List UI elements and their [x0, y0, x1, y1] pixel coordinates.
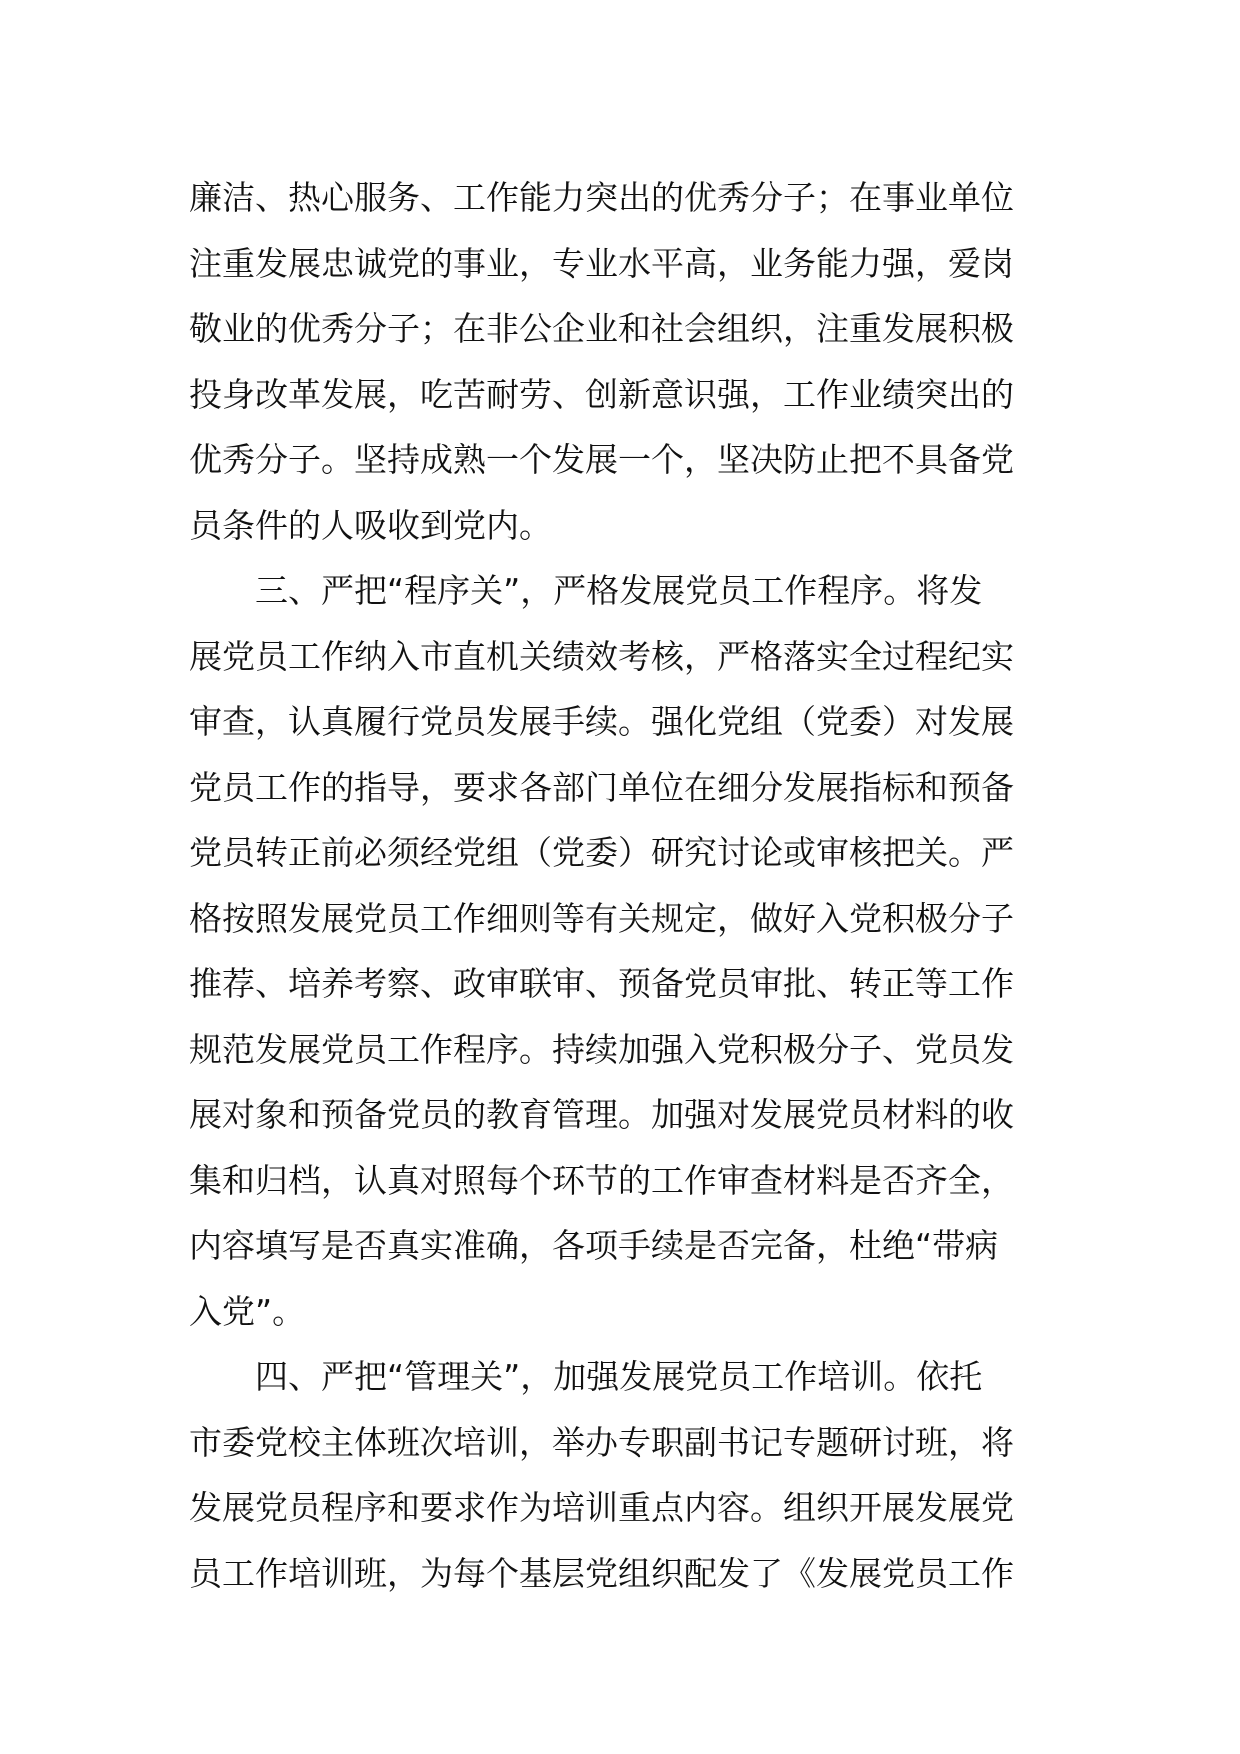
text-line: 员工作培训班，为每个基层党组织配发了《发展党员工作: [189, 1553, 1014, 1593]
text-line: 党员转正前必须经党组（党委）研究讨论或审核把关。严: [189, 833, 1014, 872]
text-line: 推荐、培养考察、政审联审、预备党员审批、转正等工作: [189, 964, 1014, 1003]
text-line: 员条件的人吸收到党内。: [189, 505, 552, 545]
text-line: 市委党校主体班次培训，举办专职副书记专题研讨班，将: [189, 1422, 1014, 1462]
paragraph-heading-line: 四、严把“管理关”，加强发展党员工作培训。依托: [189, 1357, 983, 1396]
text-line: 内容填写是否真实准确，各项手续是否完备，杜绝“带病: [189, 1226, 999, 1265]
text-line: 入党”。: [189, 1291, 306, 1331]
text-line: 展党员工作纳入市直机关绩效考核，严格落实全过程纪实: [189, 636, 1014, 676]
text-line: 党员工作的指导，要求各部门单位在细分发展指标和预备: [189, 767, 1014, 807]
text-line: 规范发展党员工作程序。持续加强入党积极分子、党员发: [189, 1029, 1014, 1069]
text-line: 注重发展忠诚党的事业，专业水平高，业务能力强，爱岗: [189, 243, 1014, 283]
text-line: 优秀分子。坚持成熟一个发展一个，坚决防止把不具备党: [189, 440, 1014, 479]
text-line: 展对象和预备党员的教育管理。加强对发展党员材料的收: [189, 1095, 1014, 1134]
paragraph-heading-line: 三、严把“程序关”，严格发展党员工作程序。将发: [189, 571, 983, 610]
body-text: [189, 165, 1069, 1606]
text-line: 廉洁、热心服务、工作能力突出的优秀分子；在事业单位: [189, 178, 1014, 217]
text-line: 集和归档，认真对照每个环节的工作审查材料是否齐全，: [189, 1160, 1014, 1200]
text-line: 发展党员程序和要求作为培训重点内容。组织开展发展党: [189, 1488, 1014, 1527]
text-line: 格按照发展党员工作细则等有关规定，做好入党积极分子: [189, 898, 1014, 938]
text-line: 审查，认真履行党员发展手续。强化党组（党委）对发展: [189, 702, 1014, 741]
text-line: 投身改革发展，吃苦耐劳、创新意识强，工作业绩突出的: [189, 374, 1014, 414]
text-line: 敬业的优秀分子；在非公企业和社会组织，注重发展积极: [189, 309, 1014, 348]
